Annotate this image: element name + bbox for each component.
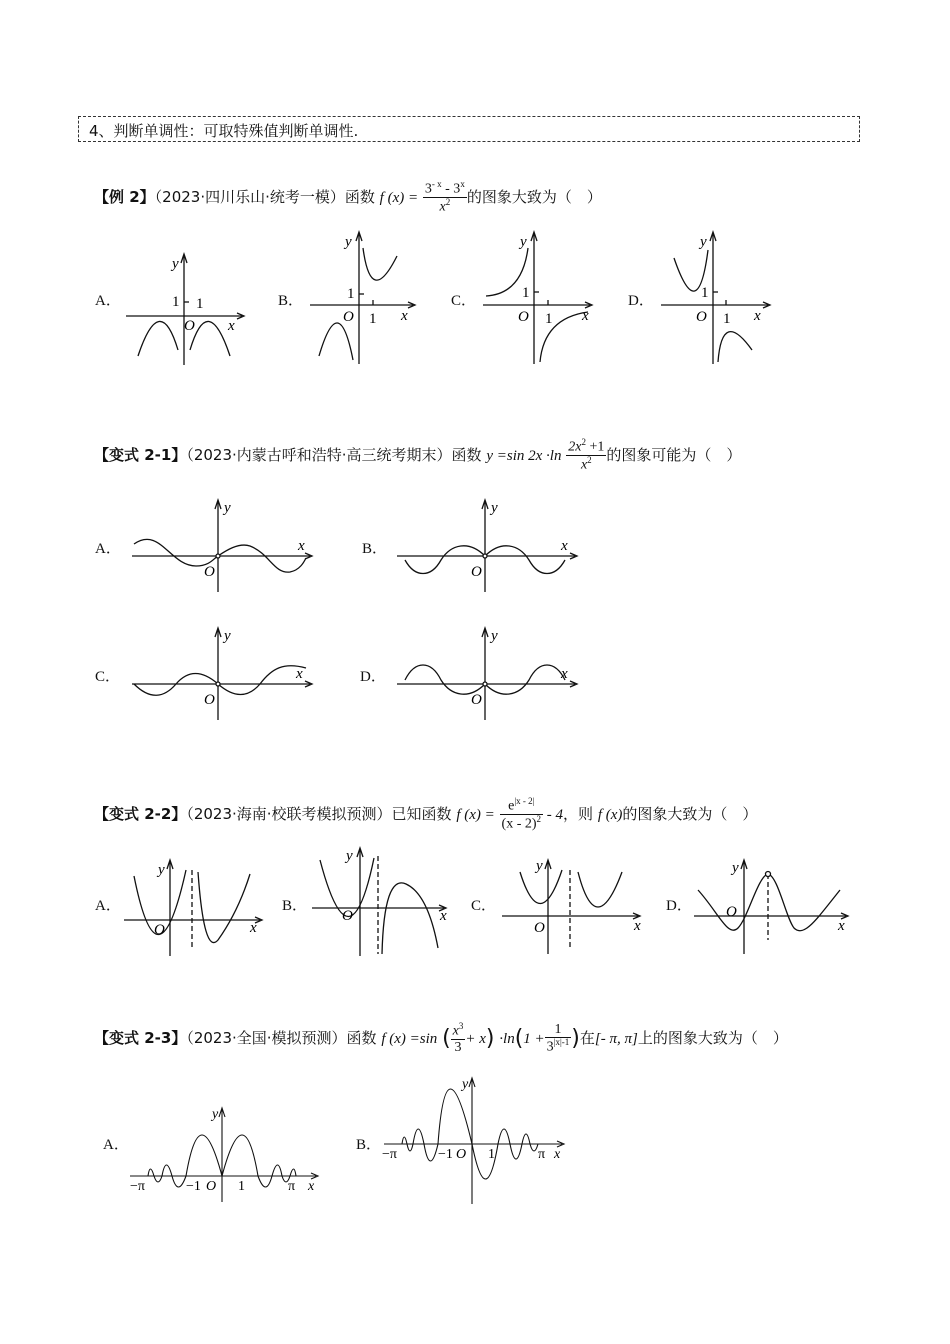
- graph-v21-c: [130, 624, 320, 724]
- question-v22: 【变式 2-2】（2023·海南·校联考模拟预测）已知函数 f (x) = $\frac{e^{|x - 2|}}{(x - 2)^2}$ - 4，则 f (x)的图象大致为（ ）: [94, 796, 758, 832]
- option-d-label: D．: [360, 669, 386, 685]
- svg-text:y: y: [732, 860, 739, 876]
- question-tag: 【变式 2-3】: [94, 1029, 187, 1048]
- svg-text:O: O: [154, 922, 165, 938]
- svg-text:y: y: [224, 500, 231, 516]
- svg-text:1: 1: [522, 285, 530, 301]
- option-c-label: C．: [451, 293, 477, 309]
- formula-lhs: f (x) =sin: [381, 1031, 438, 1048]
- svg-text:y: y: [700, 234, 707, 250]
- question-tail: 的图象大致为（ ）: [622, 805, 758, 824]
- option-a-label: A．: [95, 541, 121, 557]
- question-tail: 上的图象大致为（ ）: [637, 1029, 788, 1048]
- svg-text:x: x: [561, 666, 568, 682]
- svg-text:O: O: [471, 692, 482, 708]
- svg-text:O: O: [206, 1179, 217, 1194]
- svg-text:O: O: [204, 692, 215, 708]
- svg-text:O: O: [204, 564, 215, 580]
- option-d-label: D．: [628, 293, 654, 309]
- formula-lhs: f (x) =: [379, 190, 419, 207]
- svg-text:O: O: [534, 920, 545, 936]
- graph-v22-c: [500, 856, 650, 956]
- svg-text:1: 1: [172, 294, 180, 310]
- svg-text:−π: −π: [130, 1179, 145, 1194]
- option-c-label: C．: [471, 898, 497, 914]
- graph-v22-d: [692, 856, 852, 956]
- svg-text:x: x: [582, 308, 589, 324]
- graph-v21-b: [395, 496, 585, 596]
- svg-text:y: y: [491, 500, 498, 516]
- option-b-label: B．: [362, 541, 388, 557]
- question-tag: 【变式 2-1】: [94, 446, 187, 465]
- svg-text:x: x: [554, 1147, 561, 1162]
- svg-text:O: O: [343, 309, 354, 325]
- svg-text:O: O: [726, 904, 737, 920]
- question-v21: [94, 438, 741, 473]
- option-b-label: B．: [282, 898, 308, 914]
- section-box: [78, 116, 860, 142]
- graph-v21-d: [395, 624, 585, 724]
- formula-lhs: y =sin 2x ·ln: [486, 448, 562, 465]
- svg-text:1: 1: [723, 311, 731, 327]
- svg-text:y: y: [212, 1107, 219, 1122]
- svg-text:−1: −1: [186, 1179, 201, 1194]
- svg-text:π: π: [288, 1179, 296, 1194]
- section-title: 4、判断单调性：可取特殊值判断单调性.: [89, 122, 359, 140]
- svg-text:y: y: [536, 858, 543, 874]
- formula-lhs: f (x) =: [456, 807, 495, 824]
- svg-text:y: y: [491, 628, 498, 644]
- graph-v21-a: [130, 496, 320, 596]
- svg-text:1: 1: [238, 1179, 245, 1194]
- formula-fraction: $\frac{2x^2 +1}{x^2}$: [568, 437, 605, 473]
- svg-text:O: O: [696, 309, 707, 325]
- svg-text:1: 1: [488, 1147, 495, 1162]
- svg-text:O: O: [184, 318, 195, 334]
- svg-text:x: x: [401, 308, 408, 324]
- svg-text:y: y: [345, 234, 352, 250]
- svg-text:π: π: [538, 1147, 546, 1162]
- svg-text:y: y: [224, 628, 231, 644]
- question-tag: 【变式 2-2】: [94, 805, 187, 824]
- svg-text:O: O: [471, 564, 482, 580]
- formula-fraction: $\frac{3^{- x} - 3^x}{x^2}$: [424, 179, 465, 215]
- svg-text:1: 1: [701, 285, 709, 301]
- graph-v23-b: [382, 1074, 582, 1206]
- question-tail: 的图象大致为（ ）: [466, 188, 602, 207]
- question-ex2: [94, 180, 602, 215]
- svg-text:y: y: [346, 848, 353, 864]
- svg-text:x: x: [298, 538, 305, 554]
- graph-ex2-d: [656, 228, 776, 368]
- graph-ex2-a: [120, 250, 260, 370]
- question-source: （2023·全国·模拟预测）函数: [186, 1029, 377, 1048]
- svg-text:x: x: [250, 920, 257, 936]
- svg-text:1: 1: [545, 311, 553, 327]
- option-a-label: A．: [95, 898, 121, 914]
- svg-text:x: x: [308, 1179, 315, 1194]
- svg-text:x: x: [838, 918, 845, 934]
- option-b-label: B．: [278, 293, 304, 309]
- svg-text:O: O: [518, 309, 529, 325]
- svg-text:x: x: [634, 918, 641, 934]
- svg-text:y: y: [462, 1077, 469, 1092]
- formula-fraction: $\frac{e^{|x - 2|}}{(x - 2)^2}$: [501, 796, 542, 832]
- question-v23: 【变式 2-3】（2023·全国·模拟预测）函数 f (x) =sin ( $\frac{x^3}{3}$ + x) ·ln(1 + $\frac{1}{3^{|x|-1}}$ )在[- π, π]上的图象大致为（ ）: [94, 1021, 788, 1056]
- svg-text:1: 1: [196, 296, 204, 312]
- graph-v23-a: [128, 1104, 328, 1204]
- graph-v22-b: [310, 844, 460, 960]
- question-source: （2023·四川乐山·统考一模）函数: [154, 188, 375, 207]
- svg-text:x: x: [440, 908, 447, 924]
- svg-text:x: x: [296, 666, 303, 682]
- svg-text:O: O: [342, 908, 353, 924]
- option-d-label: D．: [666, 898, 692, 914]
- svg-text:−1: −1: [438, 1147, 453, 1162]
- graph-ex2-c: [478, 228, 598, 368]
- option-a-label: A．: [103, 1137, 129, 1153]
- svg-text:y: y: [158, 862, 165, 878]
- svg-text:y: y: [172, 256, 179, 272]
- svg-text:y: y: [520, 234, 527, 250]
- svg-text:O: O: [456, 1147, 467, 1162]
- svg-text:−π: −π: [382, 1147, 397, 1162]
- question-tag: 【例 2】: [94, 188, 155, 207]
- option-a-label: A．: [95, 293, 121, 309]
- svg-text:x: x: [754, 308, 761, 324]
- graph-ex2-b: [305, 228, 420, 368]
- svg-text:x: x: [561, 538, 568, 554]
- question-tail: 的图象可能为（ ）: [606, 446, 742, 465]
- svg-text:1: 1: [347, 286, 355, 302]
- question-source: （2023·海南·校联考模拟预测）已知函数: [186, 805, 452, 824]
- svg-text:x: x: [228, 318, 235, 334]
- svg-text:1: 1: [369, 311, 377, 327]
- graph-v22-a: [122, 856, 272, 960]
- question-source: （2023·内蒙古呼和浩特·高三统考期末）函数: [186, 446, 482, 465]
- option-b-label: B．: [356, 1137, 382, 1153]
- option-c-label: C．: [95, 669, 121, 685]
